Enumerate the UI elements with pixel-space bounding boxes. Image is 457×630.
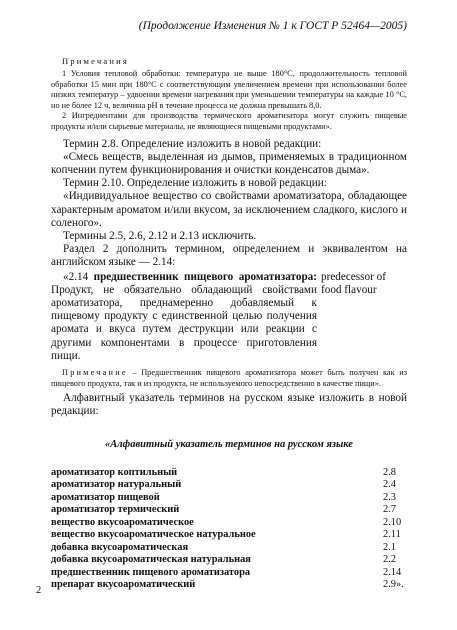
note-item-2: 2 Ингредиентами для производства термического ароматизатора могут служить пищевые продукты и/или сырьевые материалы, не являющиеся пищевыми продуктами». [51, 111, 407, 131]
paragraph-term-2-8: Термин 2.8. Определение изложить в новой редакции: [63, 137, 322, 150]
note-item-1: 1 Условия тепловой обработки: температура не выше 180°С, продолжительность тепловой обработки 15 мин при 180°С с соответствующим увеличением времени при использовании более низких температур – удвоении времени нагревания при уменьшении температуры на каждые 10 °С, но не более 12 ч, величина pH в течение процесса не должна превышать 8,0. [51, 69, 407, 110]
index-title: «Алфавитный указатель терминов на русском языке [105, 438, 353, 450]
index-term-number: 2.7 [383, 504, 396, 516]
index-term: ароматизатор натуральный [51, 479, 182, 491]
index-term: препарат вкусоароматический [51, 579, 196, 591]
index-row [51, 479, 407, 492]
term-2-14-english: predecessor of food flavour [321, 270, 386, 296]
index-term-number: 2.9». [383, 579, 404, 591]
index-row [51, 467, 407, 480]
paragraph-definition-2-8: «Смесь веществ, выделенная из дымов, применяемых в традиционном копчении путем функционирования и очистки конденсатов дыма». [51, 150, 407, 176]
index-term-number: 2.1 [383, 541, 396, 553]
main-content [51, 56, 407, 592]
index-term: добавка вкусоароматическая натуральная [51, 554, 251, 566]
index-row [51, 504, 407, 517]
index-term: ароматизатор пищевой [51, 491, 160, 503]
index-row [51, 567, 407, 580]
term-2-14-row [51, 271, 407, 363]
paragraph-terms-excluded: Термины 2.5, 2.6, 2.12 и 2.13 исключить. [63, 229, 257, 242]
paragraph-section-2-addition: Раздел 2 дополнить термином, определением и эквивалентом на английском языке — 2.14: [51, 243, 407, 269]
index-term-number: 2.8 [383, 466, 396, 478]
index-term: предшественник пищевого ароматизатора [51, 566, 251, 578]
term-2-14-name: предшественник пищевого ароматизатора: [93, 270, 317, 283]
index-row [51, 529, 407, 542]
index-term-number: 2.4 [383, 479, 396, 491]
paragraph-definition-2-10: «Индивидуальное вещество со свойствами ароматизатора, обладающее характерным ароматом и/или вкусом, за исключением сладкого, кислого и соленого». [51, 190, 407, 229]
index-term: ароматизатор коптильный [51, 466, 178, 478]
index-term-number: 2.11 [383, 529, 401, 541]
note-2: Примечание – Предшественник пищевого ароматизатора может быть получен как из пищевого продукта, так и из продукта, не используемого непосредственно в качестве пищи». [51, 368, 407, 388]
paragraph-term-2-10: Термин 2.10. Определение изложить в новой редакции: [63, 177, 327, 190]
index-term: вещество вкусоароматическое [51, 516, 194, 528]
note-title: Примечания [62, 56, 129, 66]
index-term-number: 2.3 [383, 491, 396, 503]
index-table [51, 467, 407, 592]
term-2-14-definition: «2.14 предшественник пищевого ароматизатора: Продукт, не обязательно обладающий свойствами ароматизатора, преднамеренно добавляемый к пищевому продукту с единственной целью получения аромата и вкуса путем деструкции или реакции с другими компонентами в процессе приготовления пищи. [51, 270, 317, 362]
paragraph-index-intro: Алфавитный указатель терминов на русском языке изложить в новой редакции: [51, 392, 407, 418]
index-term: ароматизатор термический [51, 504, 180, 516]
index-term: вещество вкусоароматическое натуральное [51, 529, 256, 541]
index-row [51, 579, 407, 592]
index-term: добавка вкусоароматическая [51, 541, 189, 553]
index-row [51, 542, 407, 555]
index-row [51, 517, 407, 530]
index-term-number: 2.2 [383, 554, 396, 566]
index-term-number: 2.10 [383, 516, 402, 528]
index-row [51, 492, 407, 505]
index-row [51, 554, 407, 567]
index-term-number: 2.14 [383, 566, 402, 578]
page-number: 2 [36, 585, 42, 596]
running-header: (Продолжение Изменения № 1 к ГОСТ Р 52464—2005) [138, 20, 407, 32]
